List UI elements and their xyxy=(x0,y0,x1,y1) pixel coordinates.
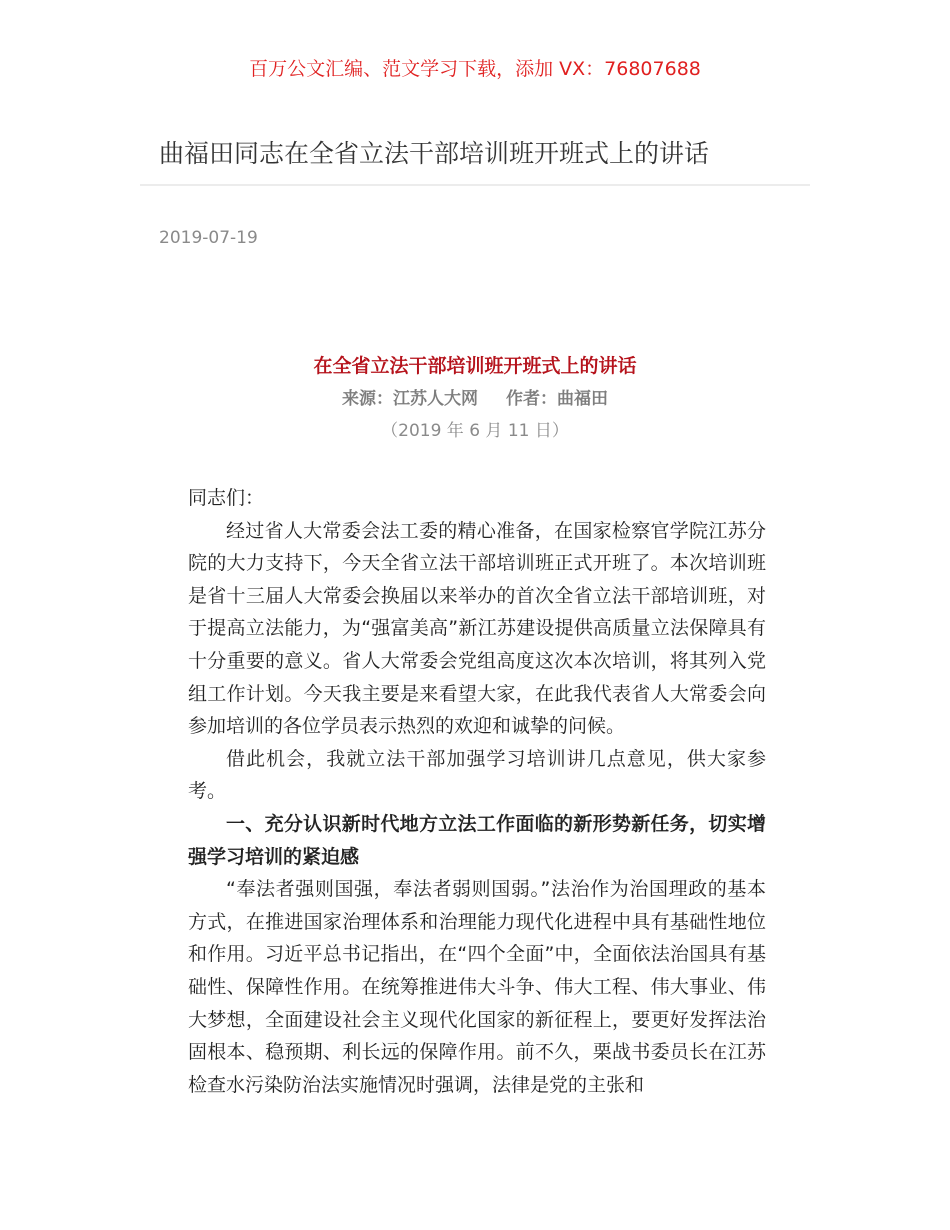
paragraph: “奉法者强则国强，奉法者弱则国弱。”法治作为治国理政的基本方式，在推进国家治理体系和治理能力现代化进程中具有基础性地位和作用。习近平总书记指出，在“四个全面”中，全面依法治国具有基础性、保障性作用。在统筹推进伟大斗争、伟大工程、伟大事业、伟大梦想，全面建设社会主义现代化国家的新征程上，要更好发挥法治固根本、稳预期、利长远的保障作用。前不久，栗战书委员长在江苏检查水污染防治法实施情况时强调，法律是党的主张和 xyxy=(188,878,766,1096)
article-date: （2019 年 6 月 11 日） xyxy=(381,421,569,441)
promo-banner: 百万公文汇编、范文学习下载，添加 VX：76807688 xyxy=(249,58,701,80)
article-body xyxy=(188,482,766,1101)
article-source: 来源：江苏人大网 xyxy=(342,389,478,409)
paragraph: 借此机会，我就立法干部加强学习培训讲几点意见，供大家参考。 xyxy=(188,747,766,803)
title-divider xyxy=(140,184,810,186)
paragraph: 经过省人大常委会法工委的精心准备，在国家检察官学院江苏分院的大力支持下，今天全省立法干部培训班正式开班了。本次培训班是省十三届人大常委会换届以来举办的首次全省立法干部培训班，对于提高立法能力，为“强富美高”新江苏建设提供高质量立法保障具有十分重要的意义。省人大常委会党组高度这次本次培训，将其列入党组工作计划。今天我主要是来看望大家，在此我代表省人大常委会向参加培训的各位学员表示热烈的欢迎和诚挚的问候。 xyxy=(188,519,766,738)
section-heading: 一、充分认识新时代地方立法工作面临的新形势新任务，切实增强学习培训的紧迫感 xyxy=(188,812,766,868)
page-title: 曲福田同志在全省立法干部培训班开班式上的讲话 xyxy=(159,139,710,168)
salutation: 同志们： xyxy=(188,487,265,509)
post-date: 2019-07-19 xyxy=(159,228,258,248)
article-title: 在全省立法干部培训班开班式上的讲话 xyxy=(313,355,637,377)
article-meta xyxy=(0,384,950,414)
article-author: 作者：曲福田 xyxy=(506,389,608,409)
article-header xyxy=(0,352,950,446)
